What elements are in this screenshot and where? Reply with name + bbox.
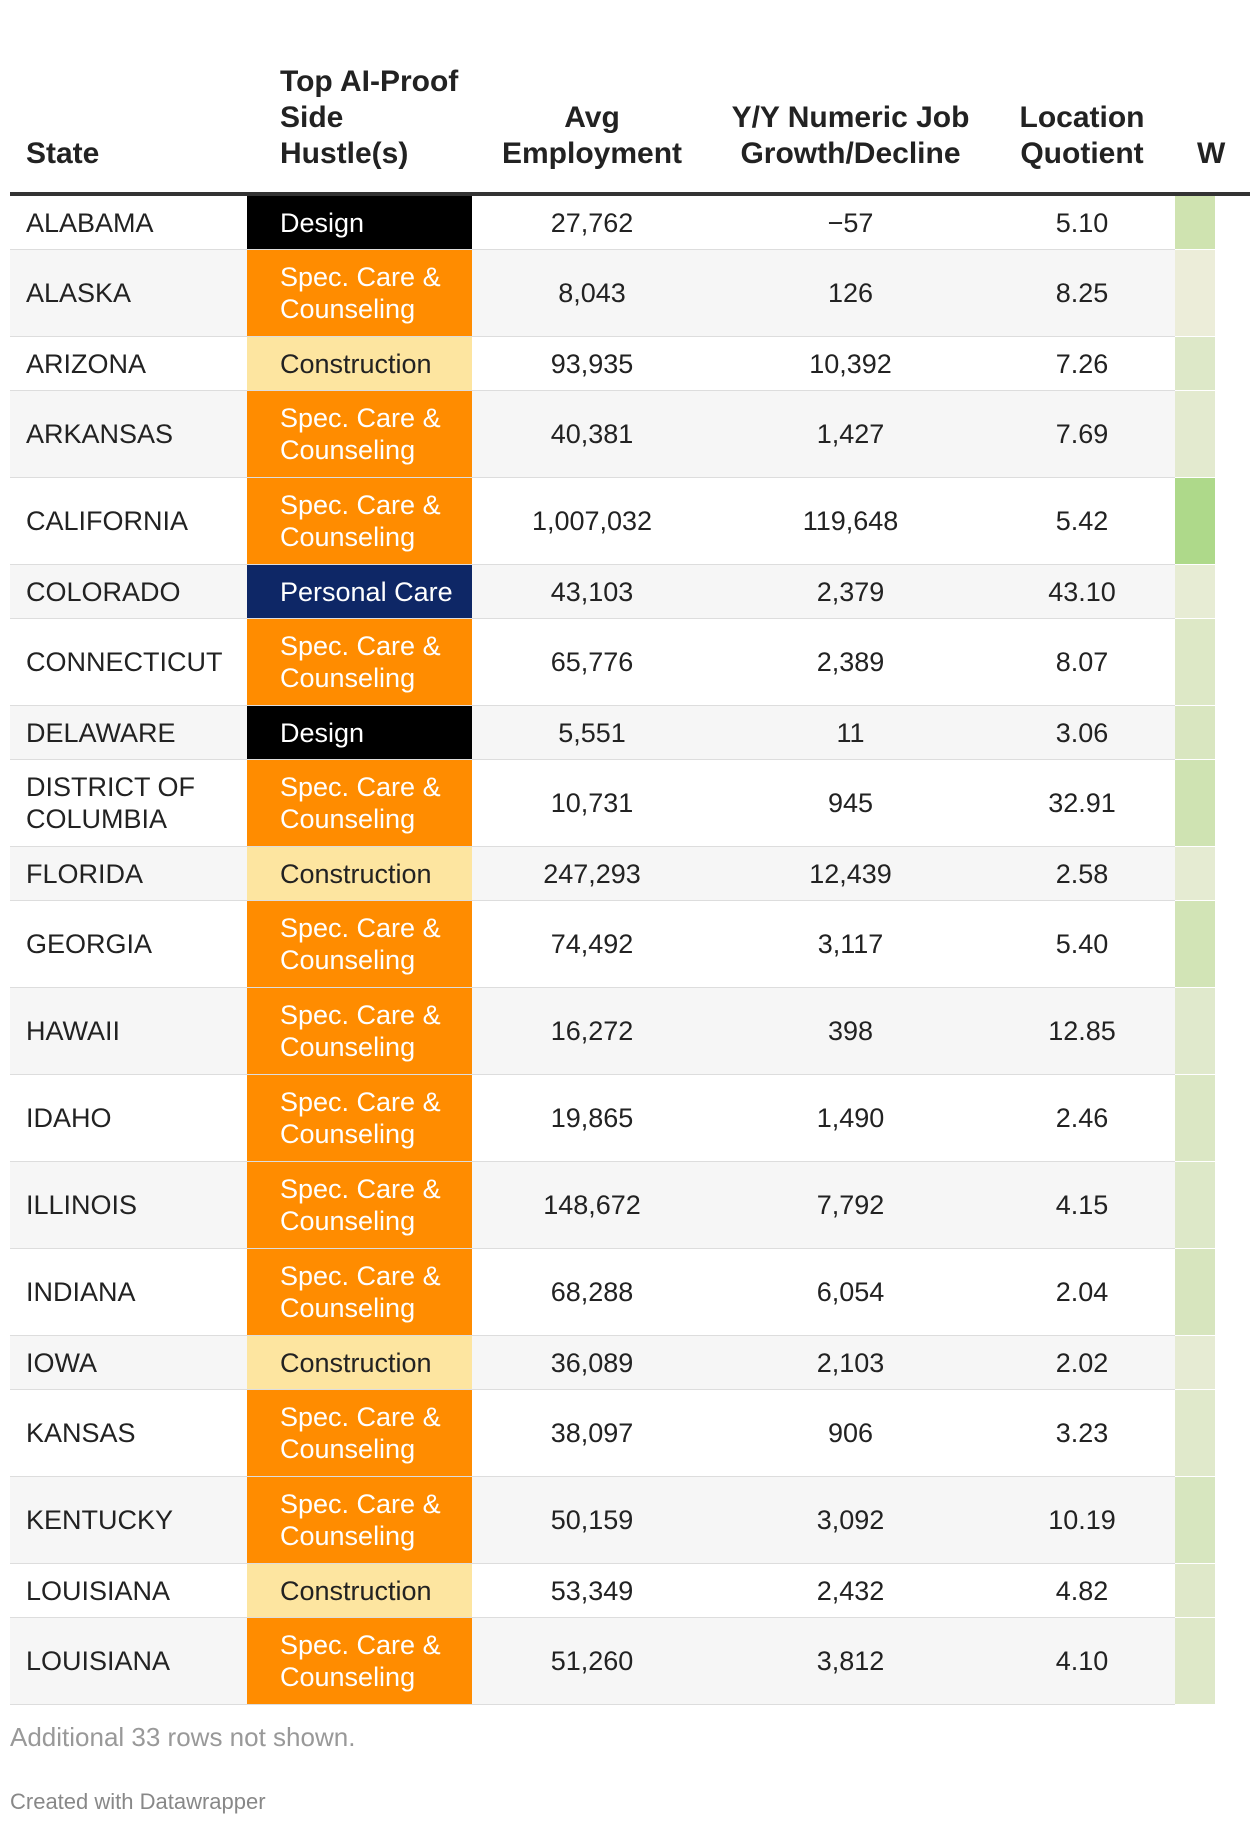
location-quotient-cell: 5.10 (989, 194, 1175, 250)
state-cell: GEORGIA (10, 901, 247, 988)
employment-cell: 51,260 (472, 1618, 712, 1705)
employment-cell: 36,089 (472, 1336, 712, 1390)
state-cell: LOUISIANA (10, 1618, 247, 1705)
hustle-cell: Spec. Care & Counseling (247, 619, 472, 706)
heat-swatch (1175, 250, 1215, 336)
employment-cell: 8,043 (472, 250, 712, 337)
table-row (10, 565, 1250, 619)
hustle-cell: Spec. Care & Counseling (247, 478, 472, 565)
location-quotient-cell: 3.23 (989, 1390, 1175, 1477)
table-row (10, 337, 1250, 391)
employment-cell: 74,492 (472, 901, 712, 988)
growth-cell: −57 (712, 194, 989, 250)
location-quotient-cell: 4.82 (989, 1564, 1175, 1618)
heat-swatch (1175, 196, 1215, 249)
header-employment[interactable]: Avg Employment (472, 0, 712, 194)
table-row (10, 1336, 1250, 1390)
location-quotient-cell: 8.07 (989, 619, 1175, 706)
employment-cell: 40,381 (472, 391, 712, 478)
location-quotient-cell: 7.69 (989, 391, 1175, 478)
location-quotient-cell: 2.02 (989, 1336, 1175, 1390)
partial-column-cell (1175, 250, 1250, 337)
table-row (10, 988, 1250, 1075)
growth-cell: 6,054 (712, 1249, 989, 1336)
heat-swatch (1175, 1162, 1215, 1248)
growth-cell: 2,432 (712, 1564, 989, 1618)
employment-cell: 65,776 (472, 619, 712, 706)
header-location-quotient[interactable]: Location Quotient (989, 0, 1175, 194)
partial-column-cell (1175, 619, 1250, 706)
partial-column-cell (1175, 1075, 1250, 1162)
datawrapper-credit: Created with Datawrapper (10, 1789, 266, 1814)
growth-cell: 945 (712, 760, 989, 847)
state-cell: ALASKA (10, 250, 247, 337)
employment-cell: 38,097 (472, 1390, 712, 1477)
heat-swatch (1175, 1336, 1215, 1389)
growth-cell: 11 (712, 706, 989, 760)
heat-swatch (1175, 337, 1215, 390)
location-quotient-cell: 5.42 (989, 478, 1175, 565)
table-row (10, 194, 1250, 250)
table-row (10, 847, 1250, 901)
growth-cell: 1,427 (712, 391, 989, 478)
heat-swatch (1175, 478, 1215, 564)
header-growth[interactable]: Y/Y Numeric Job Growth/Decline (712, 0, 989, 194)
hustle-cell: Design (247, 706, 472, 760)
employment-cell: 10,731 (472, 760, 712, 847)
heat-swatch (1175, 1564, 1215, 1617)
state-cell: LOUISIANA (10, 1564, 247, 1618)
hustle-cell: Design (247, 194, 472, 250)
state-cell: ARIZONA (10, 337, 247, 391)
employment-cell: 16,272 (472, 988, 712, 1075)
employment-cell: 5,551 (472, 706, 712, 760)
table-row (10, 478, 1250, 565)
heat-swatch (1175, 1477, 1215, 1563)
partial-column-cell (1175, 337, 1250, 391)
hustle-cell: Spec. Care & Counseling (247, 1618, 472, 1705)
growth-cell: 2,379 (712, 565, 989, 619)
state-cell: CONNECTICUT (10, 619, 247, 706)
heat-swatch (1175, 1618, 1215, 1704)
location-quotient-cell: 10.19 (989, 1477, 1175, 1564)
growth-cell: 398 (712, 988, 989, 1075)
hustle-cell: Construction (247, 337, 472, 391)
partial-column-cell (1175, 1162, 1250, 1249)
partial-column-cell (1175, 478, 1250, 565)
table-row (10, 901, 1250, 988)
employment-cell: 50,159 (472, 1477, 712, 1564)
growth-cell: 3,117 (712, 901, 989, 988)
rows-not-shown-note: Additional 33 rows not shown. (10, 1722, 356, 1752)
heat-swatch (1175, 988, 1215, 1074)
heat-swatch (1175, 760, 1215, 846)
heat-swatch (1175, 1075, 1215, 1161)
table-row (10, 1564, 1250, 1618)
heat-swatch (1175, 391, 1215, 477)
state-cell: CALIFORNIA (10, 478, 247, 565)
growth-cell: 2,389 (712, 619, 989, 706)
location-quotient-cell: 43.10 (989, 565, 1175, 619)
hustle-cell: Personal Care (247, 565, 472, 619)
employment-cell: 43,103 (472, 565, 712, 619)
hustle-cell: Spec. Care & Counseling (247, 760, 472, 847)
hustle-cell: Spec. Care & Counseling (247, 1390, 472, 1477)
table-row (10, 1618, 1250, 1705)
location-quotient-cell: 2.04 (989, 1249, 1175, 1336)
table-row (10, 1477, 1250, 1564)
partial-column-cell (1175, 847, 1250, 901)
growth-cell: 1,490 (712, 1075, 989, 1162)
growth-cell: 3,812 (712, 1618, 989, 1705)
employment-cell: 27,762 (472, 194, 712, 250)
partial-column-cell (1175, 1390, 1250, 1477)
partial-column-cell (1175, 706, 1250, 760)
employment-cell: 68,288 (472, 1249, 712, 1336)
employment-cell: 1,007,032 (472, 478, 712, 565)
location-quotient-cell: 32.91 (989, 760, 1175, 847)
growth-cell: 7,792 (712, 1162, 989, 1249)
hustle-cell: Spec. Care & Counseling (247, 1249, 472, 1336)
header-partial-column[interactable]: W (1175, 0, 1250, 194)
table-row (10, 760, 1250, 847)
hustle-cell: Spec. Care & Counseling (247, 391, 472, 478)
partial-column-cell (1175, 1564, 1250, 1618)
hustle-cell: Spec. Care & Counseling (247, 1075, 472, 1162)
partial-column-cell (1175, 901, 1250, 988)
partial-column-cell (1175, 1477, 1250, 1564)
hustle-cell: Spec. Care & Counseling (247, 901, 472, 988)
table-row (10, 1162, 1250, 1249)
table-body (10, 194, 1250, 1705)
partial-column-cell (1175, 194, 1250, 250)
partial-column-cell (1175, 1618, 1250, 1705)
partial-column-cell (1175, 988, 1250, 1075)
state-cell: KENTUCKY (10, 1477, 247, 1564)
location-quotient-cell: 5.40 (989, 901, 1175, 988)
state-cell: DISTRICT OF COLUMBIA (10, 760, 247, 847)
heat-swatch (1175, 619, 1215, 705)
growth-cell: 3,092 (712, 1477, 989, 1564)
location-quotient-cell: 2.46 (989, 1075, 1175, 1162)
hustle-cell: Construction (247, 847, 472, 901)
location-quotient-cell: 8.25 (989, 250, 1175, 337)
state-cell: DELAWARE (10, 706, 247, 760)
growth-cell: 126 (712, 250, 989, 337)
table-row (10, 1075, 1250, 1162)
growth-cell: 10,392 (712, 337, 989, 391)
state-cell: KANSAS (10, 1390, 247, 1477)
heat-swatch (1175, 847, 1215, 900)
state-cell: ALABAMA (10, 194, 247, 250)
state-cell: FLORIDA (10, 847, 247, 901)
employment-cell: 19,865 (472, 1075, 712, 1162)
table-row (10, 250, 1250, 337)
hustle-cell: Spec. Care & Counseling (247, 1477, 472, 1564)
employment-cell: 148,672 (472, 1162, 712, 1249)
header-state[interactable]: State (10, 0, 247, 194)
hustle-cell: Construction (247, 1336, 472, 1390)
location-quotient-cell: 4.10 (989, 1618, 1175, 1705)
partial-column-cell (1175, 1336, 1250, 1390)
data-table (10, 0, 1250, 1705)
data-table-container (10, 0, 1226, 1705)
state-cell: ILLINOIS (10, 1162, 247, 1249)
header-row (10, 0, 1250, 194)
table-row (10, 706, 1250, 760)
growth-cell: 119,648 (712, 478, 989, 565)
heat-swatch (1175, 901, 1215, 987)
state-cell: ARKANSAS (10, 391, 247, 478)
state-cell: IOWA (10, 1336, 247, 1390)
growth-cell: 906 (712, 1390, 989, 1477)
heat-swatch (1175, 1249, 1215, 1335)
state-cell: COLORADO (10, 565, 247, 619)
employment-cell: 247,293 (472, 847, 712, 901)
heat-swatch (1175, 565, 1215, 618)
growth-cell: 12,439 (712, 847, 989, 901)
table-row (10, 619, 1250, 706)
hustle-cell: Spec. Care & Counseling (247, 1162, 472, 1249)
employment-cell: 93,935 (472, 337, 712, 391)
table-row (10, 1390, 1250, 1477)
location-quotient-cell: 2.58 (989, 847, 1175, 901)
state-cell: HAWAII (10, 988, 247, 1075)
heat-swatch (1175, 706, 1215, 759)
location-quotient-cell: 7.26 (989, 337, 1175, 391)
growth-cell: 2,103 (712, 1336, 989, 1390)
state-cell: IDAHO (10, 1075, 247, 1162)
state-cell: INDIANA (10, 1249, 247, 1336)
hustle-cell: Spec. Care & Counseling (247, 250, 472, 337)
location-quotient-cell: 3.06 (989, 706, 1175, 760)
location-quotient-cell: 4.15 (989, 1162, 1175, 1249)
table-row (10, 1249, 1250, 1336)
hustle-cell: Construction (247, 1564, 472, 1618)
partial-column-cell (1175, 760, 1250, 847)
employment-cell: 53,349 (472, 1564, 712, 1618)
hustle-cell: Spec. Care & Counseling (247, 988, 472, 1075)
partial-column-cell (1175, 391, 1250, 478)
location-quotient-cell: 12.85 (989, 988, 1175, 1075)
header-hustle[interactable]: Top AI-Proof Side Hustle(s) (247, 0, 472, 194)
heat-swatch (1175, 1390, 1215, 1476)
table-row (10, 391, 1250, 478)
partial-column-cell (1175, 1249, 1250, 1336)
partial-column-cell (1175, 565, 1250, 619)
